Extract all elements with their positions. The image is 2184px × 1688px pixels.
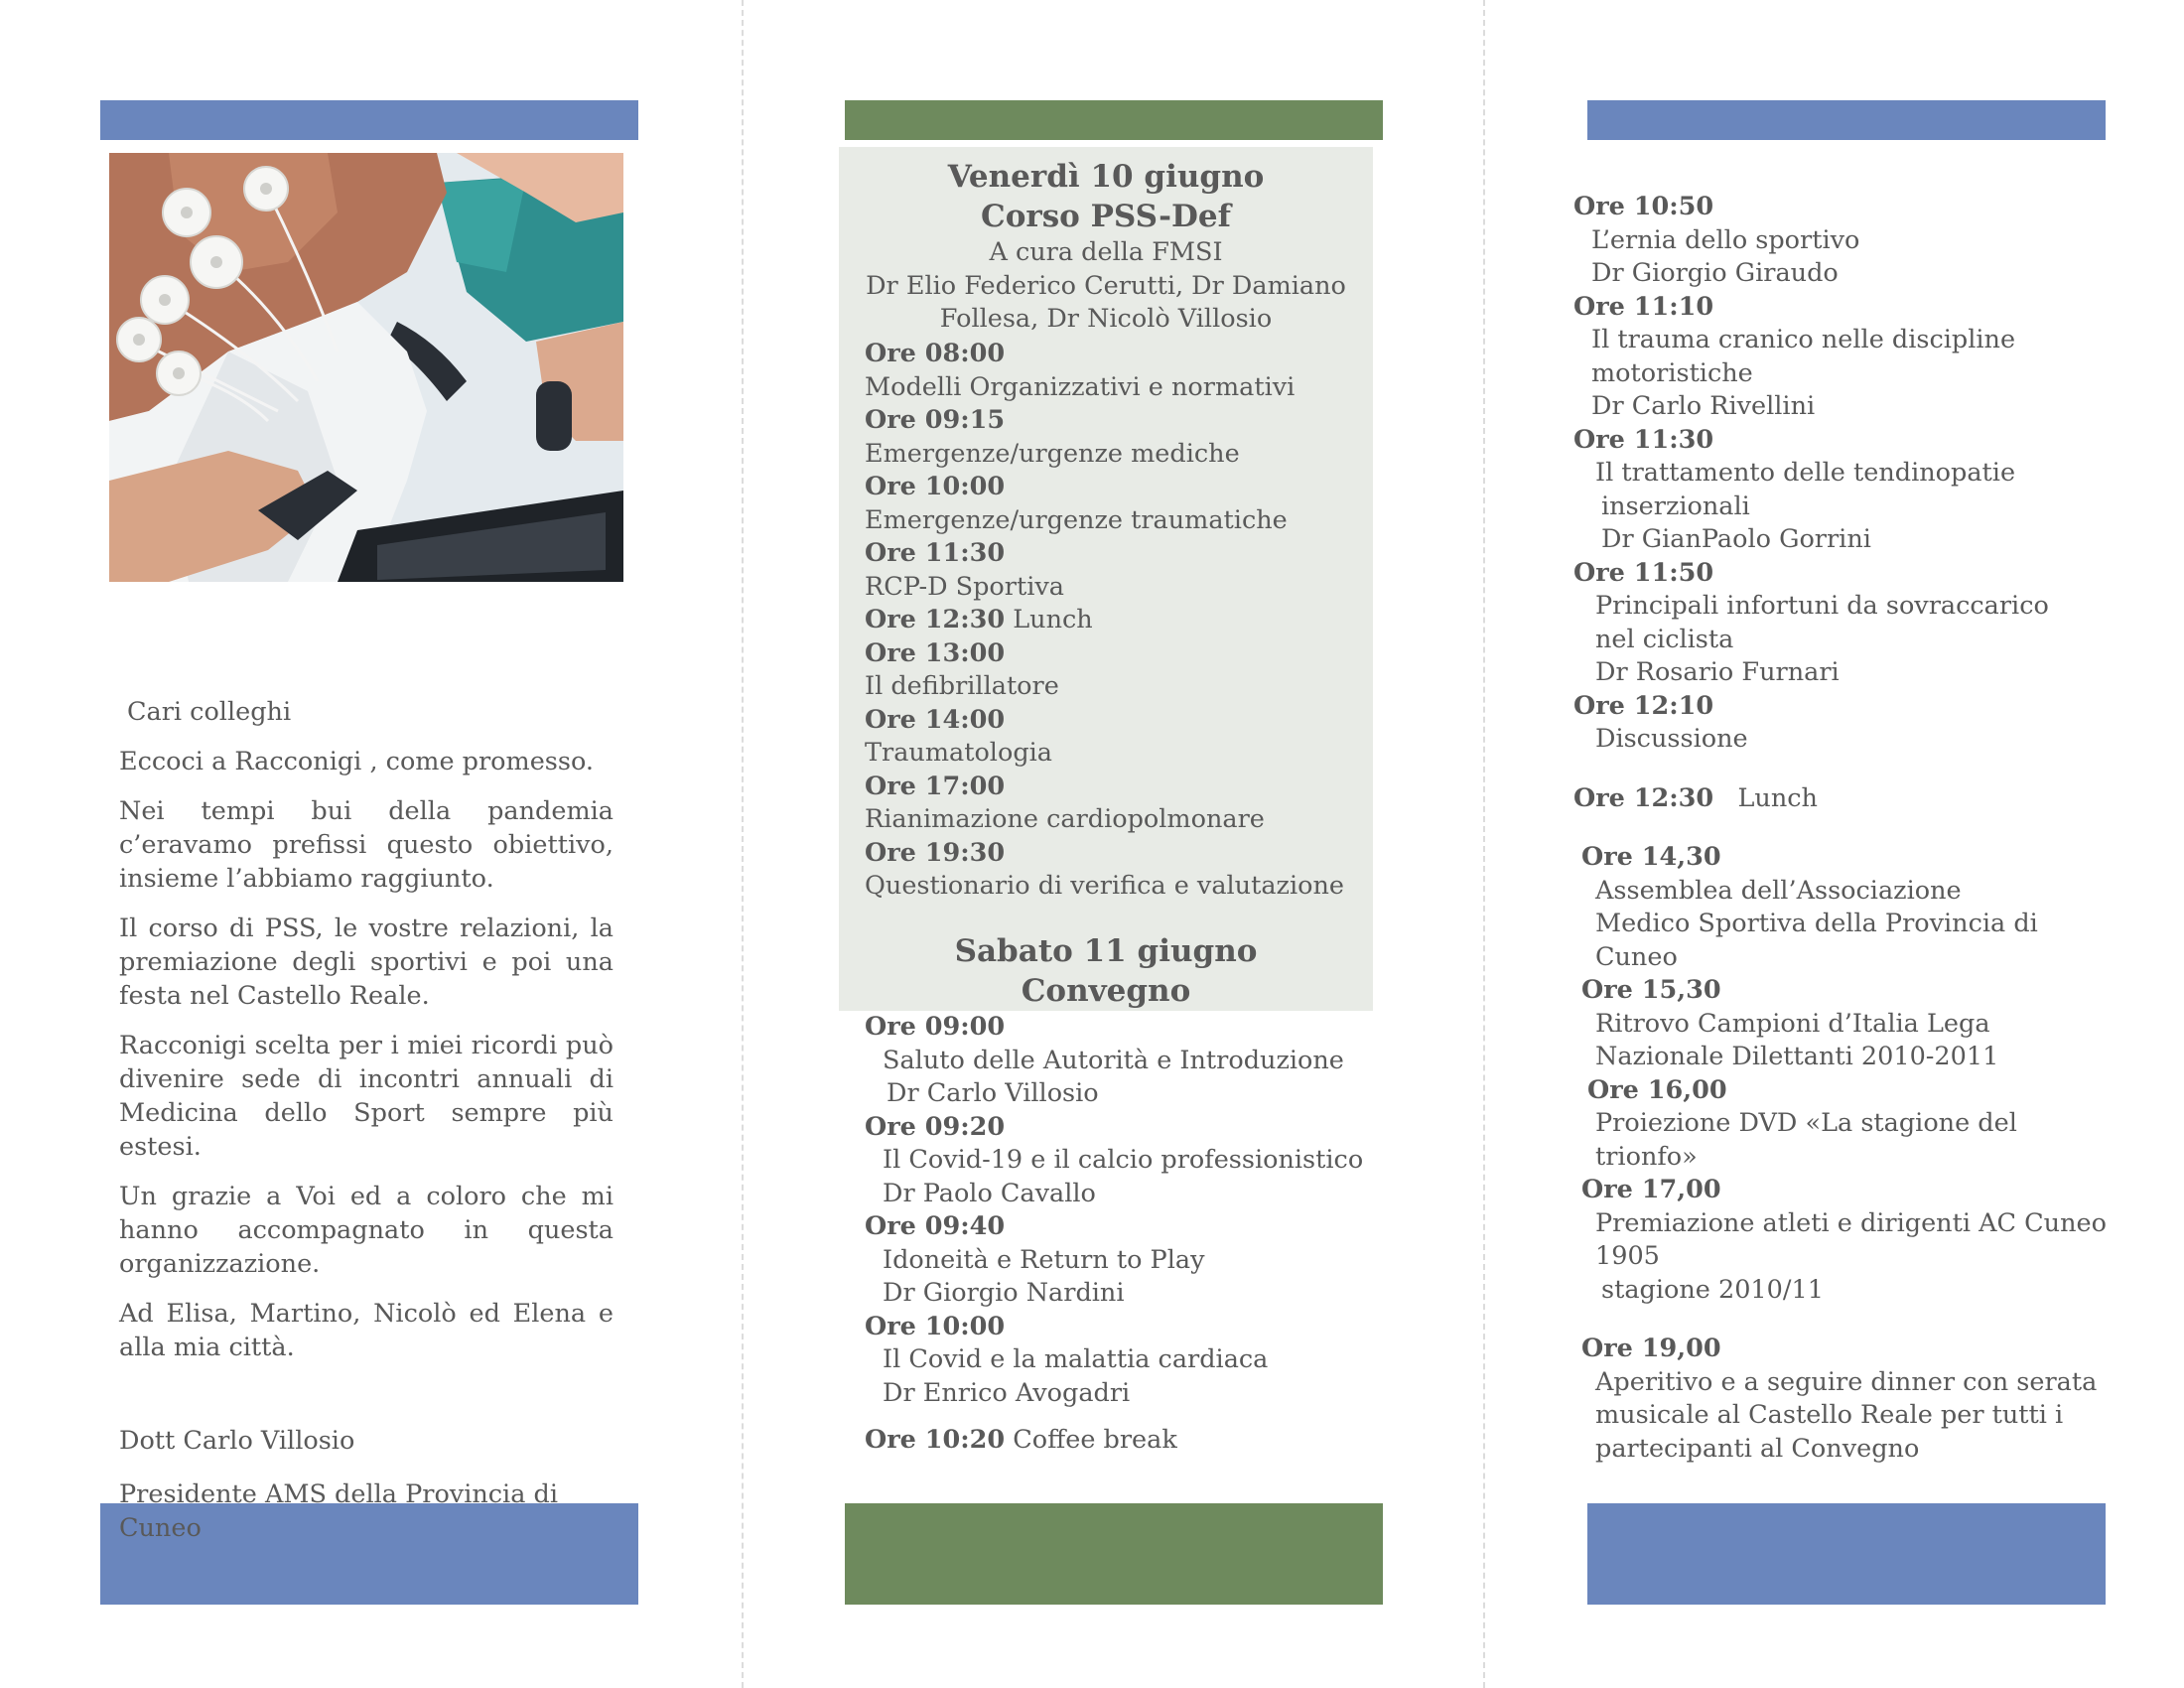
saturday-schedule (865, 1011, 1373, 1458)
schedule-time: Ore 09:15 (865, 405, 1006, 435)
schedule-speaker: Dr Paolo Cavallo (883, 1178, 1096, 1208)
schedule-row-lunch (865, 604, 1373, 637)
schedule-time: Ore 17,00 (1581, 1175, 1721, 1204)
saturday-header (839, 931, 1373, 1011)
letter-paragraph-6: Ad Elisa, Martino, Nicolò ed Elena e alla mia città. (119, 1299, 614, 1362)
letter-signature-role: Presidente AMS della Provincia di Cuneo (119, 1479, 559, 1543)
ecg-patient-photo (109, 153, 623, 582)
schedule-desc-cont: Cuneo (1595, 941, 1678, 972)
ecg-photo-illustration (109, 153, 623, 582)
schedule-desc: Lunch (1013, 605, 1093, 634)
schedule-desc: L’ernia dello sportivo (1591, 224, 1860, 255)
schedule-time: Ore 12:30 (1573, 782, 1714, 813)
schedule-desc: Lunch (1737, 782, 1818, 813)
schedule-desc: Proiezione DVD «La stagione del (1595, 1108, 2017, 1138)
schedule-time: Ore 15,30 (1581, 975, 1721, 1005)
schedule-desc: Principali infortuni da sovraccarico (1595, 591, 2049, 621)
schedule-speaker: Dr Carlo Villosio (887, 1078, 1099, 1108)
schedule-desc: Emergenze/urgenze traumatiche (865, 504, 1288, 535)
schedule-desc-cont: musicale al Castello Reale per tutti i (1595, 1400, 2064, 1430)
spacer (1573, 1307, 2169, 1333)
schedule-desc: Questionario di verifica e valutazione (865, 871, 1345, 901)
schedule-time: Ore 10:00 (865, 1311, 1006, 1341)
friday-title: Corso PSS-Def (981, 199, 1231, 234)
schedule-speaker: Dr Giorgio Giraudo (1591, 258, 1839, 288)
schedule-desc-cont: nel ciclista (1595, 624, 1734, 654)
friday-schedule (865, 338, 1373, 904)
letter-paragraph-4: Racconigi scelta per i miei ricordi può divenire sede di incontri annuali di Medicina dello Sport sempre più estesi. (119, 1031, 614, 1162)
schedule-time: Ore 11:10 (1573, 291, 1714, 322)
schedule-desc: Emergenze/urgenze mediche (865, 438, 1240, 469)
schedule-desc-cont: trionfo» (1595, 1141, 1698, 1172)
friday-speakers-line1: Dr Elio Federico Cerutti, Dr Damiano (866, 270, 1346, 301)
friday-date: Venerdì 10 giugno (947, 159, 1265, 195)
schedule-desc: Premiazione atleti e dirigenti AC Cuneo 1905 (1595, 1207, 2107, 1271)
schedule-speaker: Dr Rosario Furnari (1595, 657, 1840, 687)
bottom-bar-column3 (1587, 1503, 2106, 1605)
schedule-time: Ore 19:30 (865, 837, 1006, 868)
saturday-title: Convegno (1021, 973, 1191, 1009)
schedule-speaker: Dr GianPaolo Gorrini (1601, 524, 1871, 554)
schedule-row-coffee (865, 1424, 1373, 1458)
schedule-time: Ore 13:00 (865, 637, 1006, 668)
schedule-time: Ore 16,00 (1587, 1074, 1727, 1105)
welcome-letter (119, 695, 614, 1561)
schedule-desc: Modelli Organizzativi e normativi (865, 371, 1296, 402)
fold-line-left (742, 0, 744, 1688)
saturday-date: Sabato 11 giugno (954, 933, 1258, 969)
schedule-desc: Il trauma cranico nelle discipline motoristiche (1591, 325, 2016, 388)
saturday-schedule-continued (1573, 191, 2169, 1466)
letter-signature: Dott Carlo Villosio (119, 1426, 355, 1456)
spacer (1573, 815, 2169, 841)
schedule-speaker: Dr Enrico Avogadri (883, 1377, 1131, 1408)
letter-paragraph-1: Eccoci a Racconigi , come promesso. (119, 747, 594, 776)
schedule-desc: Idoneità e Return to Play (883, 1244, 1205, 1275)
schedule-desc: Saluto delle Autorità e Introduzione (883, 1045, 1344, 1075)
letter-paragraph-3: Il corso di PSS, le vostre relazioni, la premiazione degli sportivi e poi una festa nel Castello Reale. (119, 914, 614, 1011)
schedule-speaker: Dr Giorgio Nardini (883, 1278, 1125, 1308)
schedule-speaker: Dr Carlo Rivellini (1591, 391, 1816, 421)
top-bar-column1 (100, 100, 638, 140)
schedule-desc: Il trattamento delle tendinopatie (1595, 458, 2016, 488)
spacer (865, 1410, 1373, 1424)
letter-paragraph-2: Nei tempi bui della pandemia c’eravamo prefissi questo obiettivo, insieme l’abbiamo raggiunto. (119, 796, 614, 894)
schedule-time: Ore 11:30 (865, 538, 1006, 568)
schedule-desc: Ritrovo Campioni d’Italia Lega (1595, 1008, 1990, 1039)
schedule-time: Ore 12:10 (1573, 690, 1714, 721)
schedule-time: Ore 09:40 (865, 1211, 1006, 1241)
schedule-desc: Assemblea dell’Associazione (1595, 875, 1962, 906)
letter-paragraph-5: Un grazie a Voi ed a coloro che mi hanno accompagnato in questa organizzazione. (119, 1182, 614, 1279)
schedule-desc: Aperitivo e a seguire dinner con serata (1595, 1366, 2098, 1397)
schedule-desc: RCP-D Sportiva (865, 571, 1064, 602)
schedule-desc-cont: stagione 2010/11 (1601, 1274, 1824, 1305)
schedule-desc-cont: inserzionali (1601, 491, 1750, 521)
schedule-desc: Il Covid-19 e il calcio professionistico (883, 1145, 1364, 1175)
schedule-time: Ore 19,00 (1581, 1334, 1721, 1363)
schedule-desc: Traumatologia (865, 738, 1052, 768)
schedule-time: Ore 09:20 (865, 1111, 1006, 1142)
schedule-time: Ore 17:00 (865, 771, 1006, 801)
schedule-desc: Rianimazione cardiopolmonare (865, 804, 1265, 834)
friday-header (839, 157, 1373, 337)
spacer (1573, 757, 2169, 782)
schedule-desc: Discussione (1595, 724, 1748, 754)
schedule-time: Ore 08:00 (865, 339, 1006, 368)
schedule-time: Ore 09:00 (865, 1012, 1006, 1042)
schedule-desc: Il Covid e la malattia cardiaca (883, 1344, 1269, 1374)
schedule-time: Ore 12:30 (865, 605, 1006, 634)
top-bar-column3 (1587, 100, 2106, 140)
schedule-time: Ore 11:50 (1573, 557, 1714, 588)
schedule-desc-cont: partecipanti al Convegno (1595, 1433, 1920, 1464)
friday-organizer: A cura della FMSI (989, 237, 1223, 267)
schedule-time: Ore 11:30 (1573, 424, 1714, 455)
schedule-time: Ore 10:20 (865, 1425, 1006, 1455)
top-bar-column2 (845, 100, 1383, 140)
letter-greeting: Cari colleghi (127, 697, 292, 727)
schedule-time: Ore 14:00 (865, 704, 1006, 735)
schedule-time: Ore 10:00 (865, 472, 1006, 501)
schedule-row-lunch (1573, 782, 2169, 816)
schedule-time: Ore 10:50 (1573, 192, 1714, 221)
schedule-desc-cont: Nazionale Dilettanti 2010-2011 (1595, 1042, 1999, 1071)
schedule-desc: Coffee break (1013, 1425, 1177, 1455)
bottom-bar-column2 (845, 1503, 1383, 1605)
schedule-desc-cont: Medico Sportiva della Provincia di (1595, 909, 2038, 938)
friday-speakers-line2: Follesa, Dr Nicolò Villosio (939, 304, 1273, 334)
fold-line-right (1483, 0, 1485, 1688)
schedule-time: Ore 14,30 (1581, 842, 1721, 872)
schedule-desc: Il defibrillatore (865, 671, 1059, 701)
